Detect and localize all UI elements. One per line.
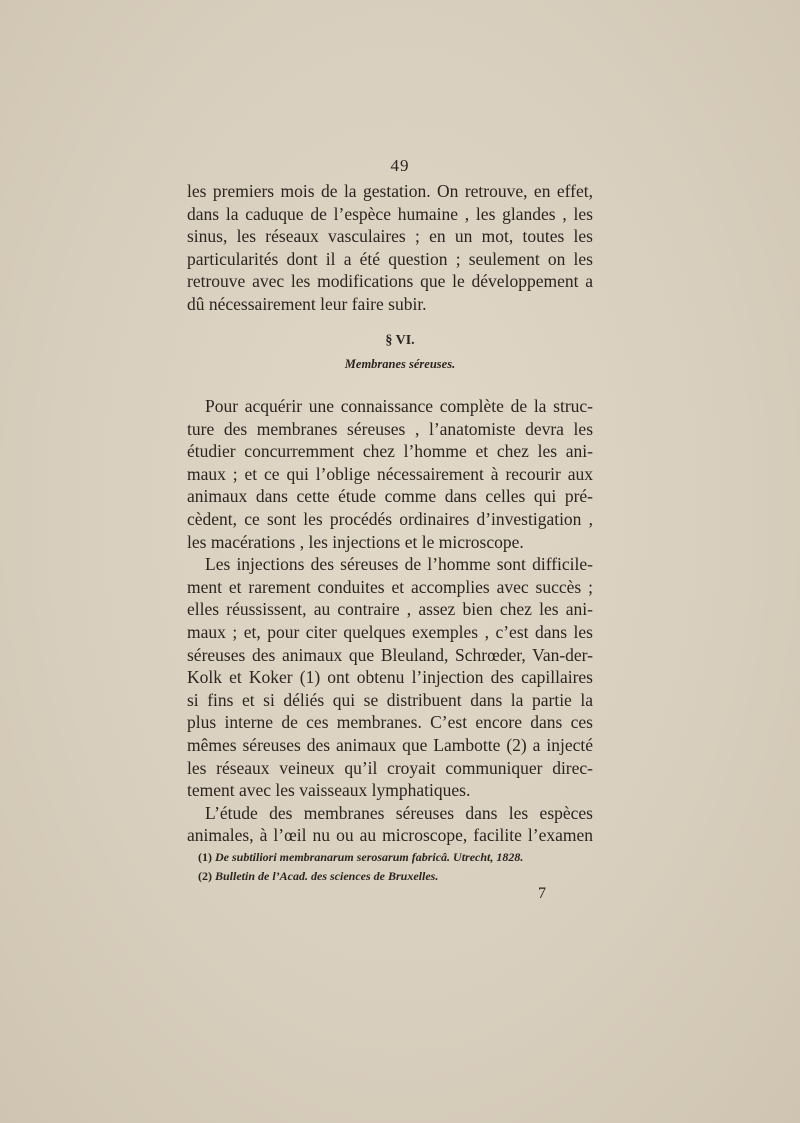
text-line: Pour acquérir une connaissance complète de la struc- xyxy=(205,396,593,416)
text-line: Les injections des séreuses de l’homme sont difficile- xyxy=(205,554,593,575)
footnotes xyxy=(198,848,598,886)
text-line: sinus, les réseaux vasculaires ; en un mot, toutes les xyxy=(187,226,593,247)
text-line: animaux dans cette étude comme dans celles qui pré- xyxy=(187,486,593,507)
text-line: elles réussissent, au contraire , assez bien chez les ani- xyxy=(187,599,593,620)
section-number: § VI. xyxy=(385,333,415,348)
text-line: animales, à l’œil nu ou au microscope, facilite l’examen xyxy=(187,825,593,846)
footnote-mark: (2) xyxy=(198,869,212,883)
text-line: ment et rarement conduites et accomplies avec succès ; xyxy=(187,576,593,597)
footnote-text: De subtiliori membranarum serosarum fabricâ. Utrecht, 1828. xyxy=(215,850,524,864)
text-line: dans la caduque de l’espèce humaine , les glandes , les xyxy=(187,203,593,224)
text-line: cèdent, ce sont les procédés ordinaires d’investigation , xyxy=(187,508,593,529)
footnote-mark: (1) xyxy=(198,850,212,864)
text-line: dû nécessairement leur faire subir. xyxy=(187,293,427,314)
text-line: si fins et si déliés qui se distribuent dans la partie la xyxy=(187,689,593,710)
text-line: plus interne de ces membranes. C’est encore dans ces xyxy=(187,712,593,733)
text-line: les réseaux veineux qu’il croyait communiquer direc- xyxy=(187,757,593,778)
section-title: Membranes séreuses. xyxy=(344,357,456,371)
text-line: maux ; et ce qui l’oblige nécessairement à recourir aux xyxy=(187,463,593,484)
signature-mark: 7 xyxy=(538,885,546,902)
text-line: séreuses des animaux que Bleuland, Schrœder, Van-der- xyxy=(187,644,593,665)
body-paragraphs xyxy=(187,395,593,847)
footnote xyxy=(198,848,598,867)
text-line: particularités dont il a été question ; seulement on les xyxy=(187,248,593,269)
text-line: L’étude des membranes séreuses dans les espèces xyxy=(205,802,593,823)
text-line: retrouve avec les modifications que le développement a xyxy=(187,271,593,292)
text-line: ture des membranes séreuses , l’anatomiste devra les xyxy=(187,418,593,439)
text-line: tement avec les vaisseaux lymphatiques. xyxy=(187,780,471,801)
page-number: 49 xyxy=(390,156,410,175)
text-line: mêmes séreuses des animaux que Lambotte (2) a injecté xyxy=(187,734,593,755)
intro-paragraph xyxy=(187,180,593,316)
text-line: les premiers mois de la gestation. On retrouve, en effet, xyxy=(187,181,593,201)
footnote xyxy=(198,867,598,886)
text-line: Kolk et Koker (1) ont obtenu l’injection des capillaires xyxy=(187,667,593,688)
footnote-text: Bulletin de l’Acad. des sciences de Bruxelles. xyxy=(215,869,439,883)
text-line: étudier concurremment chez l’homme et chez les ani- xyxy=(187,441,593,462)
text-line: maux ; et, pour citer quelques exemples , c’est dans les xyxy=(187,621,593,642)
text-line: les macérations , les injections et le microscope. xyxy=(187,531,524,552)
